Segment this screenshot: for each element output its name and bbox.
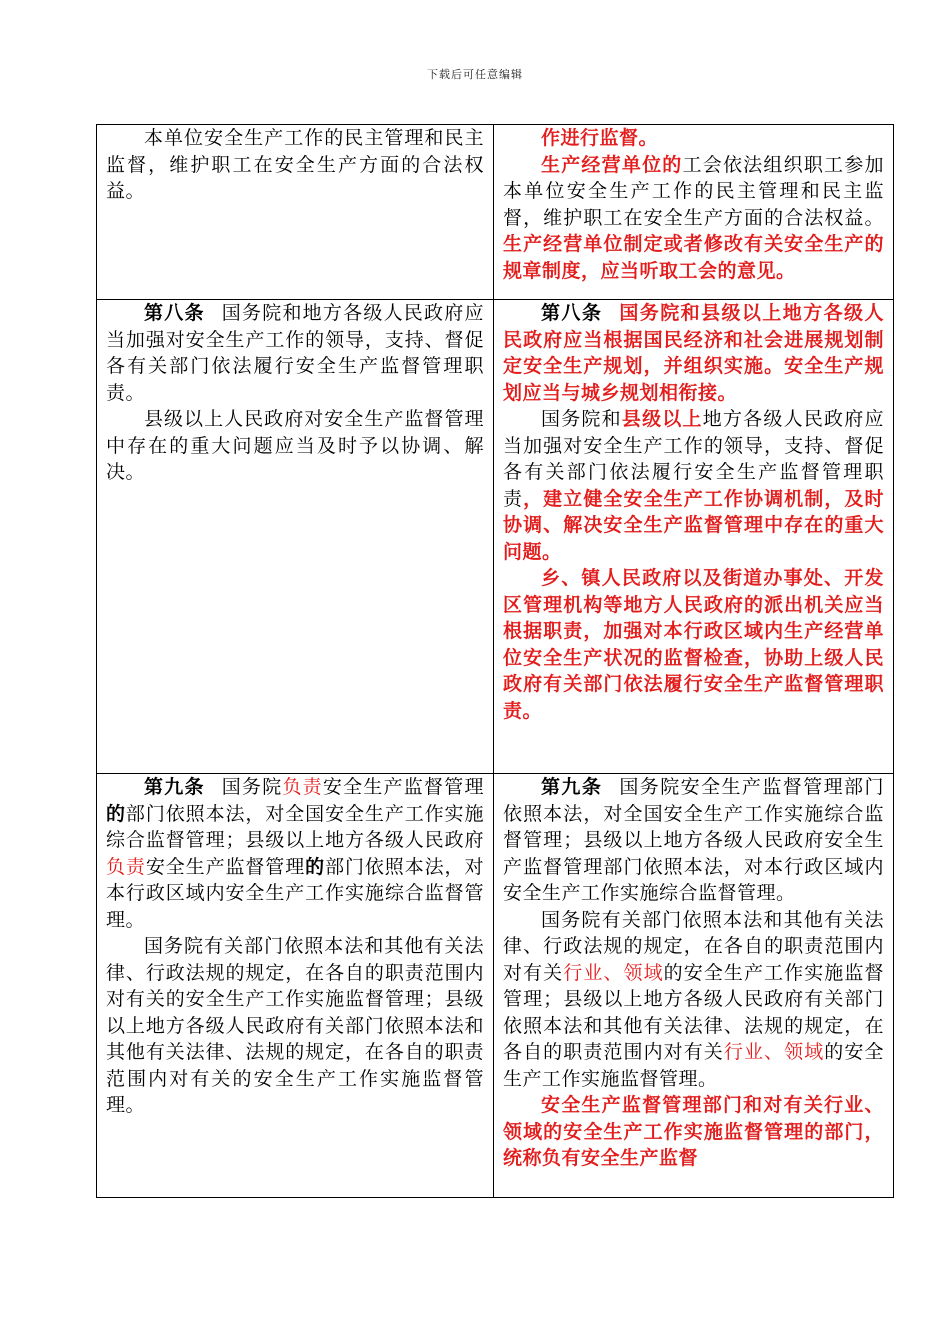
paragraph [106,300,484,406]
text-run: 国务院安全生产监督管理部门依照本法，对全国安全生产工作实施综合监督管理；县级以上地方各级人民政府安全生产监督管理部门依照本法，对本行政区域内安全生产工作实施综合监督管理。 [503,776,884,904]
old-text-cell [97,125,494,300]
text-run: 国务院和县级以上地方各级人民政府应当根据国民经济和社会进展规划制定安全生产规划，并组织实施。安全生产规划应当与城乡规划相衔接。 [503,302,884,404]
article-number: 第八条 [541,302,603,324]
text-run: 部门依照本法，对本行政区域内安全生产工作实施综合监督管理。 [106,855,484,931]
text-run: 国务院有关部门依照本法和其他有关法律、行政法规的规定，在各自的职责范围内对有关的安全生产工作实施监督管理；县级以上地方各级人民政府有关部门依照本法和其他有关法律、法规的规定，在各自的职责范围内对有关的安全生产工作实施监督管理。 [106,935,484,1116]
text-run: 安全生产监督管理部门和对有关行业、领域的安全生产工作实施监督管理的部门，统称负有安全生产监督 [503,1094,884,1169]
paragraph [503,300,884,406]
new-text-cell [494,300,894,774]
text-run: 的 [106,802,126,825]
text-run: 部门依照本法，对全国安全生产工作实施综合监督管理；县级以上地方各级人民政府 [106,802,484,851]
text-run: 生产经营单位的 [541,153,683,176]
article-number: 第九条 [541,776,603,798]
text-run: 国务院和地方各级人民政府应当加强对安全生产工作的领导，支持、督促各有关部门依法履行安全生产监督管理职责。 [106,302,484,404]
text-run: 地方各级人民政府应当加强对安全生产工作的领导，支持、督促各有关部门依法履行安全生产监督管理职责 [503,408,884,510]
table-row [97,774,894,1198]
text-run: 的安全生产工作实施监督管理。 [503,1041,884,1090]
text-run: 行业、领域 [723,1041,825,1063]
paragraph [503,774,884,907]
text-run: 作进行监督。 [541,127,659,149]
text-run: ，建立健全安全生产工作协调机制，及时协调、解决安全生产监督管理中存在的重大问题。 [503,487,884,563]
text-run: 国务院 [221,776,283,798]
old-text-cell [97,774,494,1198]
text-run: 负责 [282,776,323,798]
paragraph [106,933,484,1119]
paragraph [503,406,884,565]
text-run: 本单位安全生产工作的民主管理和民主监督，维护职工在安全生产方面的合法权益。 [106,127,484,202]
paragraph [106,774,484,933]
text-run: 国务院和 [541,408,622,430]
paragraph [106,406,484,486]
text-run: 乡、镇人民政府以及街道办事处、开发区管理机构等地方人民政府的派出机关应当根据职责，加强对本行政区域内生产经营单位安全生产状况的监督检查，协助上级人民政府有关部门依法履行安全生产监督管理职责。 [503,567,884,722]
text-run: 安全生产监督管理 [145,855,306,878]
comparison-table [96,124,894,1198]
text-run: 安全生产监督管理 [322,776,484,798]
text-run: 县级以上人民政府对安全生产监督管理中存在的重大问题应当及时予以协调、解决。 [106,408,484,483]
text-run: 国务院有关部门依照本法和其他有关法律、行政法规的规定，在各自的职责范围内对有关 [503,908,884,984]
text-run: 生产经营单位制定或者修改有关安全生产的规章制度，应当听取工会的意见。 [503,233,884,282]
paragraph [503,565,884,724]
text-run: 负责 [106,855,146,878]
table-row [97,300,894,774]
text-run: 行业、领域 [563,961,664,984]
paragraph [503,125,884,152]
table-row [97,125,894,300]
old-text-cell [97,300,494,774]
new-text-cell [494,125,894,300]
paragraph [503,907,884,1093]
paragraph [503,1092,884,1172]
text-run: 的 [305,855,326,878]
page-header: 下载后可任意编辑 [427,68,523,81]
text-run: 的安全生产工作实施监督管理；县级以上地方各级人民政府有关部门依照本法和其他有关法律、法规的规定，在各自的职责范围内对有关 [503,961,884,1063]
text-run: 工会依法组织职工参加本单位安全生产工作的民主管理和民主监督，维护职工在安全生产方面的合法权益。 [503,153,884,229]
article-number: 第九条 [144,776,205,798]
paragraph [106,125,484,205]
text-run: 县级以上 [621,408,703,430]
new-text-cell [494,774,894,1198]
paragraph [503,152,884,285]
article-number: 第八条 [144,302,205,324]
